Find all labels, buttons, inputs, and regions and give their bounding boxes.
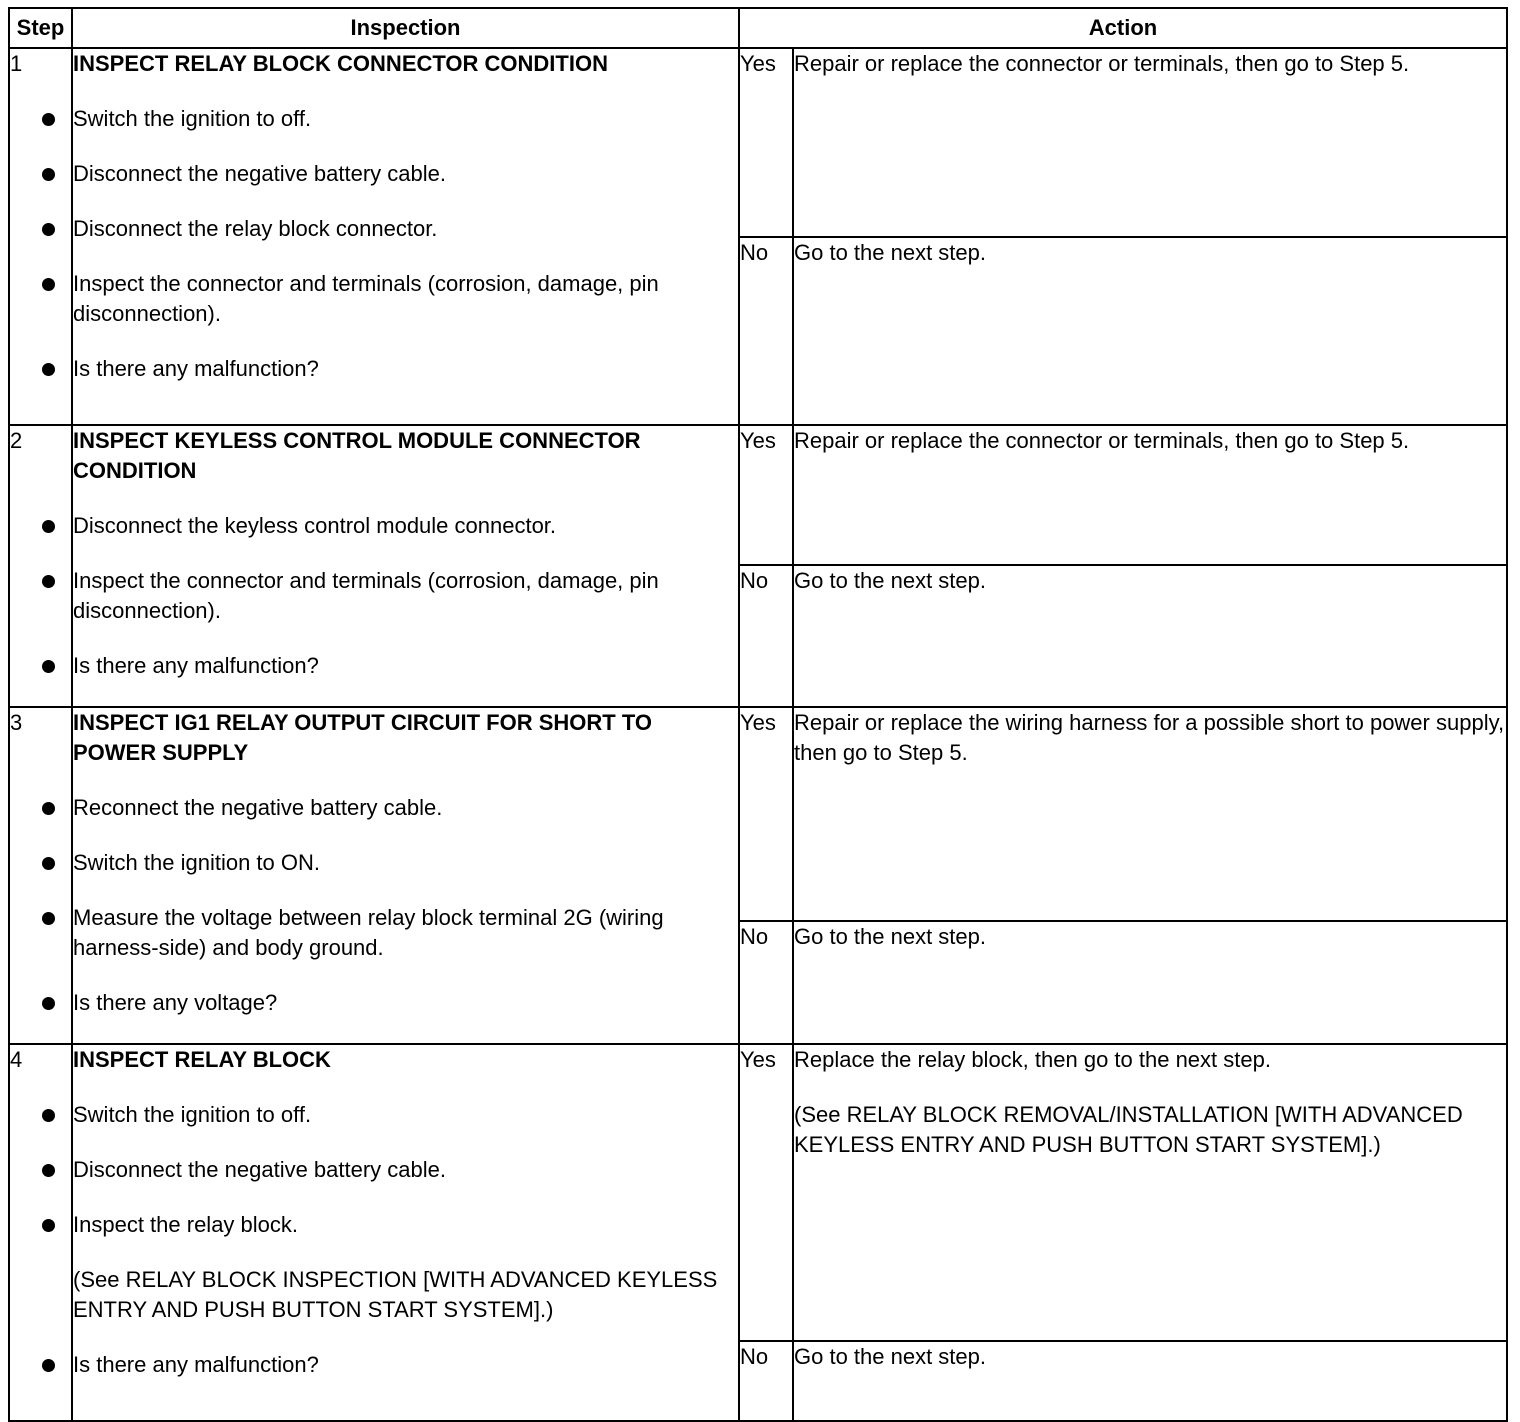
inspection-bullet-item: Is there any malfunction? [73, 651, 738, 681]
header-action: Action [739, 8, 1507, 48]
inspection-bullet-item: Disconnect the keyless control module connector. [73, 511, 738, 541]
inspection-bullet-item: Inspect the connector and terminals (corrosion, damage, pin disconnection). [73, 269, 738, 329]
step-number: 1 [9, 48, 72, 425]
inspection-cell [72, 48, 739, 425]
step-number: 3 [9, 707, 72, 1044]
step-row [9, 48, 1507, 237]
inspection-bullet-item: Is there any malfunction? [73, 1350, 738, 1380]
yes-action-cell [793, 707, 1507, 921]
no-label: No [739, 921, 793, 1045]
yes-action-text: Repair or replace the connector or terminals, then go to Step 5. [794, 428, 1410, 453]
inspection-cell [72, 1044, 739, 1421]
no-action-text: Go to the next step. [794, 240, 987, 265]
step-row [9, 707, 1507, 921]
inspection-title: INSPECT RELAY BLOCK [73, 1047, 331, 1072]
inspection-bullet-item: Measure the voltage between relay block terminal 2G (wiring harness-side) and body ground. [73, 903, 738, 963]
no-action-cell [793, 921, 1507, 1045]
no-label: No [739, 237, 793, 425]
yes-action-text: Replace the relay block, then go to the next step. [794, 1047, 1271, 1072]
inspection-cell [72, 707, 739, 1044]
inspection-title: INSPECT RELAY BLOCK CONNECTOR CONDITION [73, 51, 608, 76]
inspection-bullet-item: Inspect the relay block. [73, 1210, 738, 1240]
yes-action-cell [793, 48, 1507, 237]
no-action-text: Go to the next step. [794, 1344, 987, 1369]
no-action-text: Go to the next step. [794, 567, 987, 593]
step-number: 2 [9, 425, 72, 707]
inspection-bullet-item: Switch the ignition to off. [73, 104, 738, 134]
header-step: Step [9, 8, 72, 48]
yes-label: Yes [739, 707, 793, 921]
diagnostic-procedure-table [8, 7, 1508, 1422]
step-row [9, 425, 1507, 565]
header-inspection: Inspection [72, 8, 739, 48]
no-action-text: Go to the next step. [794, 923, 987, 949]
inspection-title: INSPECT IG1 RELAY OUTPUT CIRCUIT FOR SHORT TO POWER SUPPLY [73, 710, 652, 765]
no-action-cell [793, 237, 1507, 425]
yes-action-text: Repair or replace the wiring harness for a possible short to power supply, then go to Step 5. [794, 710, 1505, 765]
yes-action-text: (See RELAY BLOCK REMOVAL/INSTALLATION [WITH ADVANCED KEYLESS ENTRY AND PUSH BUTTON START SYSTEM].) [794, 1102, 1463, 1157]
yes-label: Yes [739, 425, 793, 565]
inspection-cell [72, 425, 739, 707]
yes-action-cell [793, 425, 1507, 565]
step-row [9, 1044, 1507, 1341]
inspection-bullet-item: Switch the ignition to ON. [73, 848, 738, 878]
inspection-bullet-item: Disconnect the relay block connector. [73, 214, 738, 244]
inspection-bullet-item: Inspect the connector and terminals (corrosion, damage, pin disconnection). [73, 566, 738, 626]
inspection-bullet-item: Is there any malfunction? [73, 354, 738, 384]
yes-label: Yes [739, 48, 793, 237]
inspection-bullet-item: Switch the ignition to off. [73, 1100, 738, 1130]
inspection-title: INSPECT KEYLESS CONTROL MODULE CONNECTOR CONDITION [73, 428, 641, 483]
yes-label: Yes [739, 1044, 793, 1341]
inspection-reference-note: (See RELAY BLOCK INSPECTION [WITH ADVANCED KEYLESS ENTRY AND PUSH BUTTON START SYSTEM].) [73, 1267, 718, 1322]
document-page [8, 7, 1506, 1392]
inspection-bullet-item: Is there any voltage? [73, 988, 738, 1018]
no-label: No [739, 1341, 793, 1421]
inspection-bullet-item: Disconnect the negative battery cable. [73, 159, 738, 189]
yes-action-cell [793, 1044, 1507, 1341]
no-action-cell [793, 565, 1507, 707]
no-label: No [739, 565, 793, 707]
yes-action-text: Repair or replace the connector or terminals, then go to Step 5. [794, 51, 1410, 76]
no-action-cell [793, 1341, 1507, 1421]
table-header-row [9, 8, 1507, 48]
inspection-bullet-item: Reconnect the negative battery cable. [73, 793, 738, 823]
step-number: 4 [9, 1044, 72, 1421]
inspection-bullet-item: Disconnect the negative battery cable. [73, 1155, 738, 1185]
